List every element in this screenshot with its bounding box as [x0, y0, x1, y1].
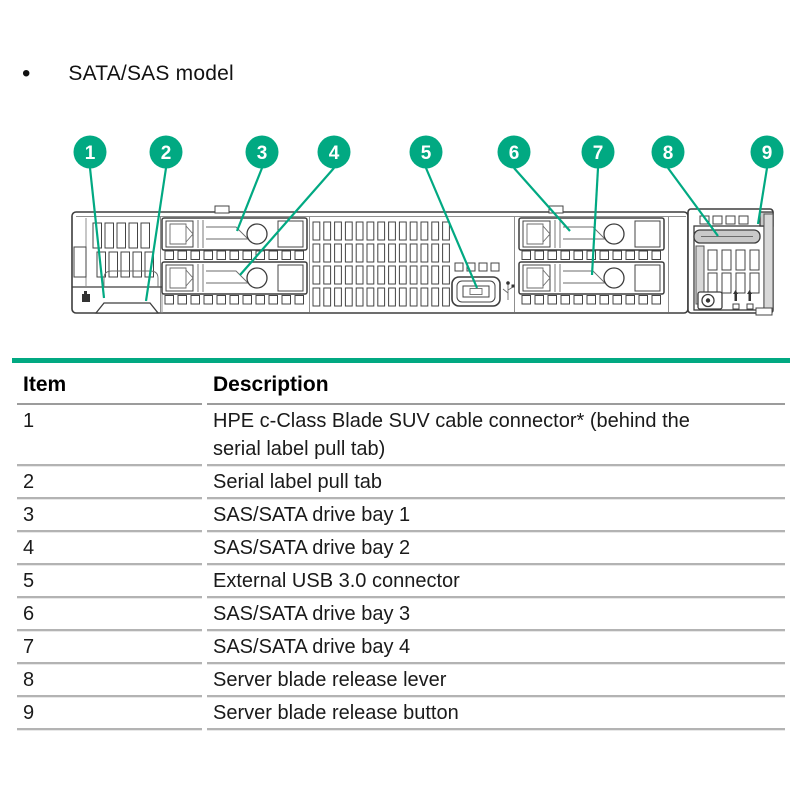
item-cell: 1 — [17, 405, 202, 466]
suv-connector-panel — [74, 218, 154, 286]
item-cell: 7 — [17, 631, 202, 664]
callout-6 — [498, 136, 531, 169]
callout-3 — [246, 136, 279, 169]
svg-text:9: 9 — [761, 143, 773, 164]
item-column-header: Item — [17, 363, 202, 405]
svg-text:1: 1 — [84, 143, 96, 164]
callout-9 — [751, 136, 784, 169]
item-cell: 9 — [17, 697, 202, 730]
item-cell: 4 — [17, 532, 202, 565]
description-cell: SAS/SATA drive bay 2 — [207, 532, 785, 565]
svg-text:4: 4 — [328, 143, 340, 164]
item-cell: 3 — [17, 499, 202, 532]
item-cell: 5 — [17, 565, 202, 598]
callout-circles — [74, 136, 784, 169]
svg-text:3: 3 — [256, 143, 268, 164]
table-row — [17, 631, 785, 664]
callout-5 — [410, 136, 443, 169]
svg-text:8: 8 — [662, 143, 674, 164]
svg-text:5: 5 — [420, 143, 432, 164]
description-cell: HPE c-Class Blade SUV cable connector* (behind the serial label pull tab) — [207, 405, 785, 466]
power-button-icon — [698, 292, 722, 309]
table-row — [17, 405, 785, 466]
items-table — [12, 363, 790, 730]
release-lever-handle — [694, 230, 760, 243]
svg-text:2: 2 — [160, 143, 172, 164]
section-title: SATA/SAS model — [68, 62, 234, 85]
item-cell: 2 — [17, 466, 202, 499]
table-row — [17, 697, 785, 730]
description-cell: SAS/SATA drive bay 3 — [207, 598, 785, 631]
table-row — [17, 532, 785, 565]
release-lever-module — [694, 212, 773, 315]
svg-text:7: 7 — [592, 143, 604, 164]
callout-1 — [74, 136, 107, 169]
description-cell: Server blade release lever — [207, 664, 785, 697]
callout-4 — [318, 136, 351, 169]
callout-2 — [150, 136, 183, 169]
description-cell: External USB 3.0 connector — [207, 565, 785, 598]
items-table-section — [12, 358, 790, 730]
callout-7 — [582, 136, 615, 169]
item-cell: 8 — [17, 664, 202, 697]
usb-connector — [452, 277, 500, 306]
server-blade-diagram — [0, 0, 800, 360]
item-cell: 6 — [17, 598, 202, 631]
svg-text:6: 6 — [508, 143, 520, 164]
table-row — [17, 565, 785, 598]
table-row — [17, 664, 785, 697]
description-column-header: Description — [207, 363, 785, 405]
description-cell: SAS/SATA drive bay 1 — [207, 499, 785, 532]
list-bullet-icon: • — [22, 60, 31, 87]
callout-8 — [652, 136, 685, 169]
table-header-row — [17, 363, 785, 405]
drive-bay-3 — [519, 218, 664, 250]
description-cell: SAS/SATA drive bay 4 — [207, 631, 785, 664]
drive-bay-2 — [162, 262, 307, 294]
description-cell: Serial label pull tab — [207, 466, 785, 499]
table-row — [17, 598, 785, 631]
table-row — [17, 499, 785, 532]
table-row — [17, 466, 785, 499]
description-cell: Server blade release button — [207, 697, 785, 730]
